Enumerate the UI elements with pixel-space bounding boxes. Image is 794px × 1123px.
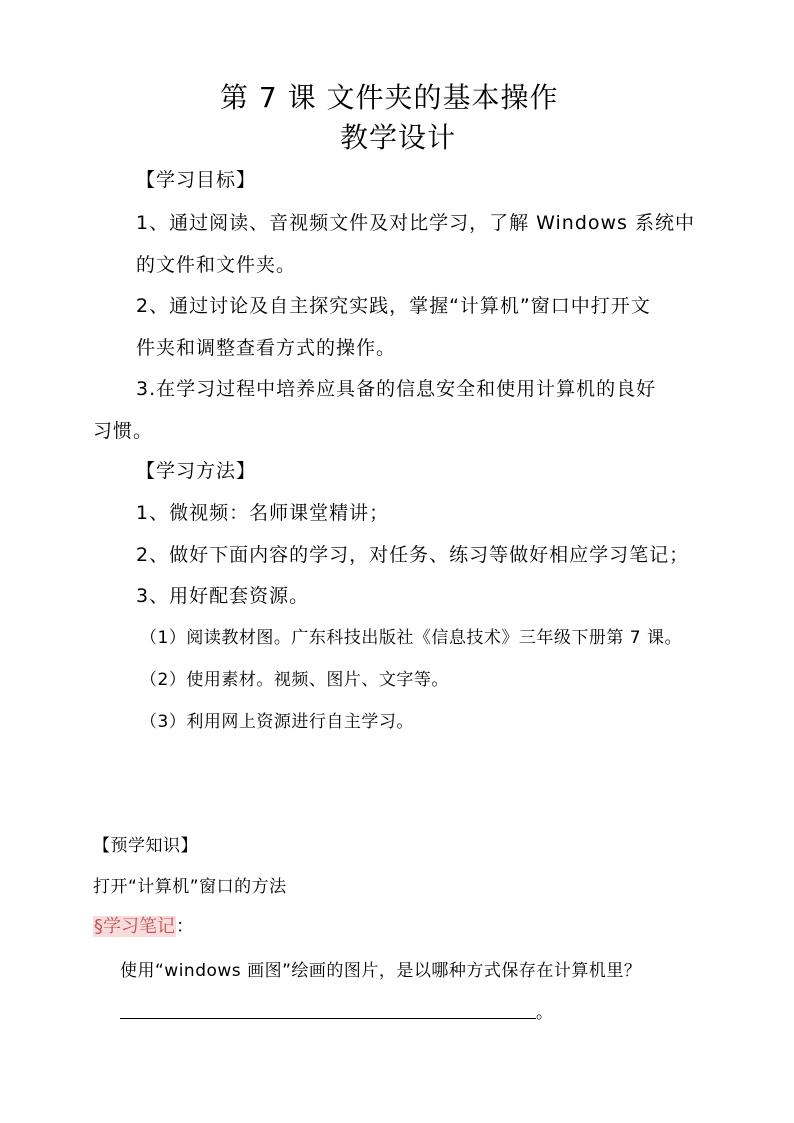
study-notes-label <box>93 914 194 940</box>
objectives-heading: 【学习目标】 <box>136 169 257 191</box>
objective-2-line-2: 件夹和调整查看方式的操作。 <box>136 337 397 359</box>
method-sub-1: （1）阅读教材图。广东科技出版社《信息技术》三年级下册第 7 课。 <box>140 628 682 648</box>
preview-text: 打开“计算机”窗口的方法 <box>93 877 287 897</box>
method-2: 2、做好下面内容的学习，对任务、练习等做好相应学习笔记； <box>136 544 690 566</box>
method-sub-2: （2）使用素材。视频、图片、文字等。 <box>140 670 449 690</box>
question-text: 使用“windows 画图”绘画的图片，是以哪种方式保存在计算机里？ <box>120 961 642 981</box>
answer-blank-line[interactable] <box>120 1018 536 1019</box>
answer-end-mark: 。 <box>536 1003 554 1023</box>
objective-1-line-1: 1、通过阅读、音视频文件及对比学习，了解 Windows 系统中 <box>136 212 695 234</box>
method-3: 3、用好配套资源。 <box>136 585 310 607</box>
lesson-subtitle: 教学设计 <box>340 121 457 154</box>
methods-heading: 【学习方法】 <box>136 460 257 482</box>
method-1: 1、微视频：名师课堂精讲； <box>136 502 390 524</box>
lesson-title: 第 7 课 文件夹的基本操作 <box>220 81 559 114</box>
study-notes-highlight: §学习笔记 <box>94 916 175 937</box>
objective-2-line-1: 2、通过讨论及自主探究实践，掌握“计算机”窗口中打开文 <box>136 295 651 317</box>
preview-heading: 【预学知识】 <box>93 836 198 856</box>
study-notes-colon: ： <box>176 916 194 937</box>
objective-1-line-2: 的文件和文件夹。 <box>136 254 297 276</box>
method-sub-3: （3）利用网上资源进行自主学习。 <box>140 712 414 732</box>
objective-3-line-2: 习惯。 <box>93 420 154 442</box>
objective-3-line-1: 3.在学习过程中培养应具备的信息安全和使用计算机的良好 <box>136 378 657 400</box>
